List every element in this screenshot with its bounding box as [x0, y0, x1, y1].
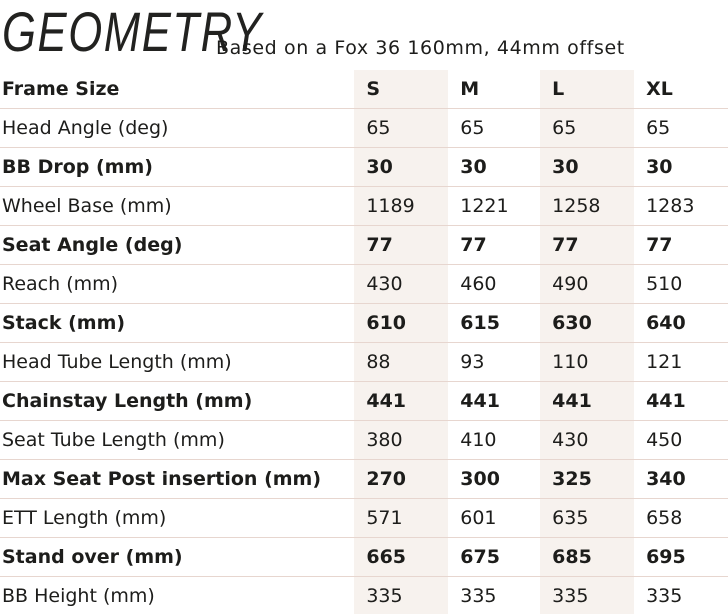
row-value: 300 — [448, 460, 540, 499]
row-label: Wheel Base (mm) — [0, 187, 354, 226]
row-value: 450 — [634, 421, 728, 460]
row-value: 335 — [634, 577, 728, 615]
row-value: 335 — [354, 577, 448, 615]
table-header-row — [0, 70, 728, 109]
table-row — [0, 265, 728, 304]
row-value: 640 — [634, 304, 728, 343]
row-value: 335 — [448, 577, 540, 615]
page-header — [0, 0, 728, 70]
table-row — [0, 148, 728, 187]
table-row — [0, 109, 728, 148]
row-value: 77 — [354, 226, 448, 265]
row-value: 410 — [448, 421, 540, 460]
row-value: 630 — [540, 304, 634, 343]
row-value: 601 — [448, 499, 540, 538]
row-value: 441 — [354, 382, 448, 421]
table-row — [0, 577, 728, 615]
row-value: 571 — [354, 499, 448, 538]
row-value: 88 — [354, 343, 448, 382]
row-value: 270 — [354, 460, 448, 499]
row-label: ETT Length (mm) — [0, 499, 354, 538]
header-cell-xl: XL — [634, 70, 728, 109]
header-cell-frame-size: Frame Size — [0, 70, 354, 109]
row-value: 490 — [540, 265, 634, 304]
row-value: 77 — [448, 226, 540, 265]
row-value: 77 — [634, 226, 728, 265]
row-value: 65 — [634, 109, 728, 148]
row-label: Seat Angle (deg) — [0, 226, 354, 265]
row-value: 30 — [448, 148, 540, 187]
row-value: 93 — [448, 343, 540, 382]
row-value: 1189 — [354, 187, 448, 226]
row-value: 441 — [448, 382, 540, 421]
table-row — [0, 421, 728, 460]
row-value: 325 — [540, 460, 634, 499]
row-value: 65 — [354, 109, 448, 148]
row-value: 1283 — [634, 187, 728, 226]
row-value: 110 — [540, 343, 634, 382]
row-value: 665 — [354, 538, 448, 577]
row-value: 615 — [448, 304, 540, 343]
table-row — [0, 187, 728, 226]
row-value: 510 — [634, 265, 728, 304]
page-subtitle: Based on a Fox 36 160mm, 44mm offset — [216, 37, 625, 59]
row-value: 335 — [540, 577, 634, 615]
row-value: 675 — [448, 538, 540, 577]
row-value: 658 — [634, 499, 728, 538]
row-value: 1221 — [448, 187, 540, 226]
row-value: 441 — [540, 382, 634, 421]
table-row — [0, 538, 728, 577]
row-label: Stack (mm) — [0, 304, 354, 343]
header-cell-m: M — [448, 70, 540, 109]
row-label: Max Seat Post insertion (mm) — [0, 460, 354, 499]
header-cell-l: L — [540, 70, 634, 109]
row-value: 30 — [354, 148, 448, 187]
row-value: 441 — [634, 382, 728, 421]
row-label: Stand over (mm) — [0, 538, 354, 577]
row-label: Chainstay Length (mm) — [0, 382, 354, 421]
row-value: 65 — [540, 109, 634, 148]
table-row — [0, 499, 728, 538]
row-value: 685 — [540, 538, 634, 577]
row-value: 695 — [634, 538, 728, 577]
row-value: 340 — [634, 460, 728, 499]
row-value: 1258 — [540, 187, 634, 226]
table-row — [0, 226, 728, 265]
row-value: 30 — [540, 148, 634, 187]
geometry-table — [0, 70, 728, 615]
row-value: 430 — [354, 265, 448, 304]
row-value: 77 — [540, 226, 634, 265]
table-row — [0, 460, 728, 499]
row-value: 460 — [448, 265, 540, 304]
table-row — [0, 304, 728, 343]
row-label: BB Height (mm) — [0, 577, 354, 615]
table-row — [0, 343, 728, 382]
row-label: Head Angle (deg) — [0, 109, 354, 148]
row-label: Seat Tube Length (mm) — [0, 421, 354, 460]
row-value: 430 — [540, 421, 634, 460]
row-label: Reach (mm) — [0, 265, 354, 304]
row-value: 121 — [634, 343, 728, 382]
page-title: GEOMETRY — [2, 2, 263, 62]
row-value: 610 — [354, 304, 448, 343]
row-value: 380 — [354, 421, 448, 460]
header-cell-s: S — [354, 70, 448, 109]
row-label: Head Tube Length (mm) — [0, 343, 354, 382]
row-value: 635 — [540, 499, 634, 538]
row-value: 65 — [448, 109, 540, 148]
row-label: BB Drop (mm) — [0, 148, 354, 187]
row-value: 30 — [634, 148, 728, 187]
table-row — [0, 382, 728, 421]
